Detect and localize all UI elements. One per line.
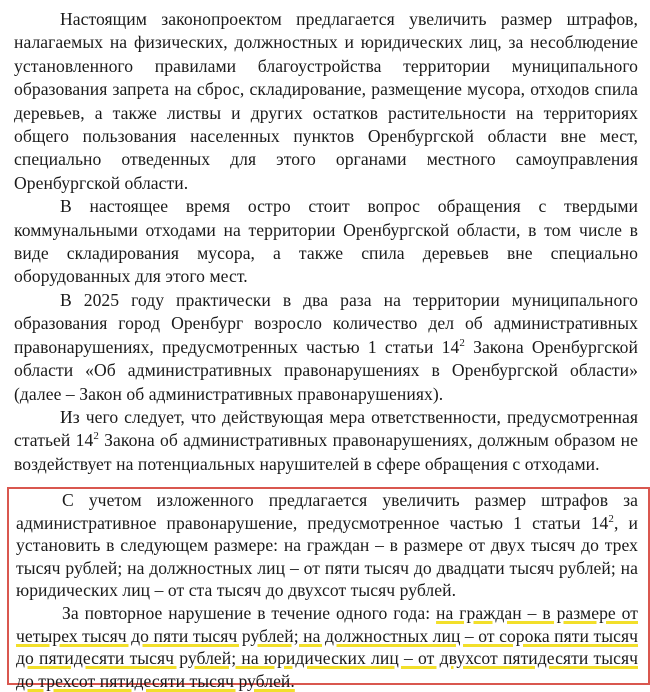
highlighted-section-box: [7, 487, 650, 691]
superscript: 2: [93, 430, 99, 443]
paragraph-text: За повторное нарушение в течение одного года:: [62, 602, 437, 623]
paragraph-current-situation: В настоящее время остро стоит вопрос обращения с твердыми коммунальными отходами на территории Оренбургской области, в том числе в виде складирования мусора, а также спила деревьев вне специально оборудованных для этого мест.: [14, 196, 638, 287]
paragraph-statistics-2025: [14, 289, 638, 406]
paragraph-repeat-violation: [16, 602, 638, 692]
superscript: 2: [459, 336, 465, 349]
underlined-fines-text: на граждан – в размере от четырех тысяч до пяти тысяч рублей; на должностных лиц – от сорока пяти тысяч до пятидесяти тысяч рублей; на юридических лиц – от двухсот пятидесяти тысяч до трехсот пятидесяти тысяч рублей.: [16, 602, 638, 691]
paragraph-conclusion: [14, 406, 638, 476]
paragraph-text: Из чего следует, что действующая мера ответственности, предусмотренная статьей 14: [14, 406, 638, 451]
paragraph-text: С учетом изложенного предлагается увеличить размер штрафов за административное правонарушение, предусмотренное частью 1 статьи 14: [16, 490, 638, 533]
paragraph-new-fines: [16, 489, 638, 602]
paragraph-text: , и установить в следующем размере: на граждан – в размере от двух тысяч до трех тысяч рублей; на должностных лиц – от пяти тысяч до двадцати тысяч рублей; на юридических лиц – от ста тысяч до двухсот тысяч рублей.: [16, 512, 638, 601]
paragraph-text: Закона Оренбургской области «Об административных правонарушениях в Оренбургской области» (далее – Закон об административных правонарушениях).: [14, 336, 638, 404]
paragraph-proposal: Настоящим законопроектом предлагается увеличить размер штрафов, налагаемых на физических, должностных и юридических лиц, за несоблюдение установленного правилами благоустройства территории муниципального образования запрета на сброс, складирование, размещение мусора, отходов спила деревьев, а также листвы и других остатков растительности на территориях общего пользования населенных пунктов Оренбургской области вне мест, специально отведенных для этого органами местного самоуправления Оренбургской области.: [14, 9, 638, 193]
paragraph-text: В 2025 году практически в два раза на территории муниципального образования город Оренбург возросло количество дел об административных правонарушениях, предусмотренных частью 1 статьи 14: [14, 289, 638, 357]
paragraph-text: Закона об административных правонарушениях, должным образом не воздействует на потенциальных нарушителей в сфере обращения с отходами.: [14, 430, 639, 474]
superscript: 2: [608, 512, 614, 525]
